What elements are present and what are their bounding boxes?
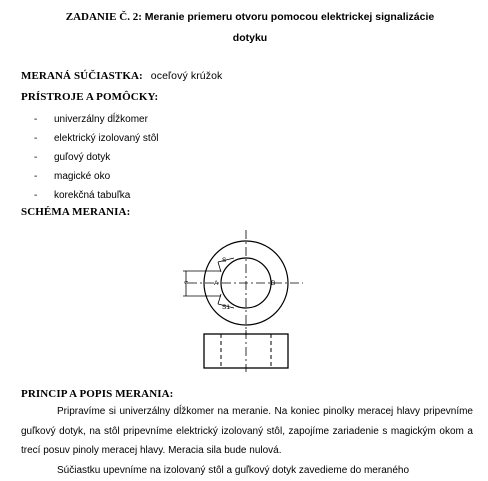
assignment-title-line1: Meranie priemeru otvoru pomocou elektrickej signalizácie xyxy=(144,11,435,23)
principle-paragraph-1 xyxy=(21,402,473,461)
label-point-a: A xyxy=(214,280,219,287)
measured-part-label: MERANÁ SÚČIASTKA: xyxy=(21,70,143,82)
tool-item-label: guľový dotyk xyxy=(54,152,111,163)
tool-item-label: elektrický izolovaný stôl xyxy=(54,133,159,144)
assignment-number: ZADANIE Č. 2: xyxy=(65,11,142,23)
list-dash: - xyxy=(34,190,38,201)
tool-item-label: korekčná tabuľka xyxy=(54,190,131,201)
principle-paragraph-2 xyxy=(21,461,473,481)
assignment-title-line2: dotyku xyxy=(232,32,268,44)
list-dash: - xyxy=(34,152,38,163)
schema-heading: SCHÉMA MERANIA: xyxy=(21,206,131,218)
label-point-s: S xyxy=(222,257,227,264)
tools-heading: PRÍSTROJE A POMÔCKY: xyxy=(21,91,159,103)
measured-part-value: oceľový krúžok xyxy=(150,70,223,82)
principle-text-1: Pripravíme si univerzálny dĺžkomer na meranie. Na koniec pinolky meracej hlavy pripevníme guľkový dotyk, na stôl pripevníme elektrický izolovaný stôl, zapojíme zariadenie s magickým okom a trecí posuv pinoly meracej hlavy. Meracia sila bude nulová. xyxy=(21,406,473,456)
label-point-s1: S1 xyxy=(222,304,230,311)
principle-heading: PRINCIP A POPIS MERANIA: xyxy=(21,388,174,400)
label-point-b: B xyxy=(271,280,276,287)
list-dash: - xyxy=(34,114,38,125)
list-dash: - xyxy=(34,133,38,144)
principle-text-2: Súčiastku upevníme na izolovaný stôl a guľkový dotyk zavedieme do meraného xyxy=(57,465,410,476)
tool-item-label: univerzálny dĺžkomer xyxy=(54,114,148,125)
tool-item-label: magické oko xyxy=(54,171,111,182)
list-dash: - xyxy=(34,171,38,182)
label-dimension-s: s xyxy=(183,280,190,284)
